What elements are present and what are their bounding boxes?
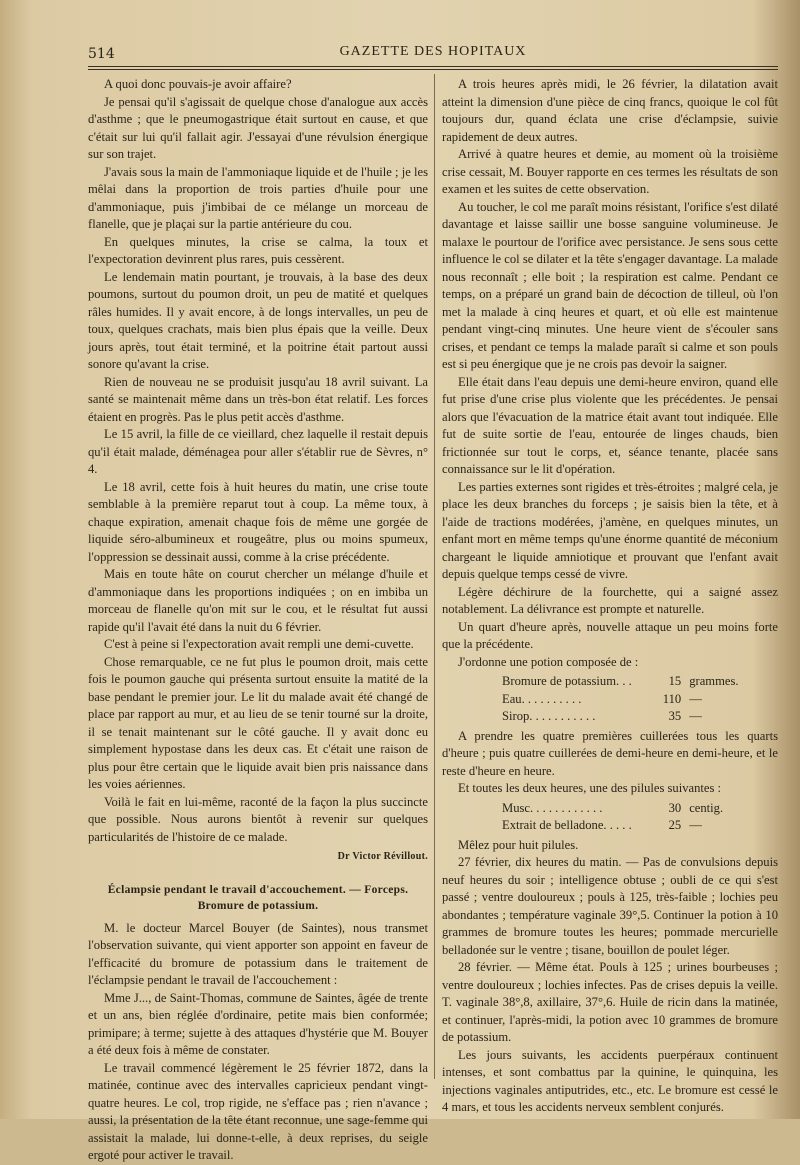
ingredient-qty: 25 bbox=[668, 818, 682, 832]
page-number: 514 bbox=[88, 46, 115, 62]
paragraph: M. le docteur Marcel Bouyer (de Saintes), nous transmet l'observation suivante, qui vient apporter son appoint en faveur de l'efficacité du bromure de potassium dans le traitement de l'éclampsie pendant le travail de l'accouchement : bbox=[88, 920, 428, 987]
paragraph: J'ordonne une potion composée de : bbox=[458, 654, 639, 669]
ingredient-qty: 35 bbox=[668, 709, 682, 723]
section-title-line: Éclampsie pendant le travail d'accouchement. — Forceps. bbox=[107, 883, 409, 896]
paragraph: Et toutes les deux heures, une des pilules suivantes : bbox=[458, 781, 722, 795]
running-title: GAZETTE DES HOPITAUX bbox=[339, 44, 527, 59]
paragraph: Les jours suivants, les accidents puerpéraux continuent intenses, et sont combattus par la quinine, le quinquina, les injections vaginales antiputrides, etc., etc. Le bromure est cessé le 4 mars, et tous les accidents nerveux semblent conjurés. bbox=[442, 1047, 778, 1114]
paragraph: Au toucher, le col me paraît moins résistant, l'orifice s'est dilaté davantage et laisse saillir une bosse sanguine volumineuse. Je malaxe le pourtour de l'orifice avec persistance. Je sens sous cette influence le col se dilater et la tête s'engager davantage. La malade nous reconnaît ; elle boit ; la respiration est calme. Pendant ce temps, on a préparé un grand bain de décoction de tilleul, où l'on met la malade à cinq heures et quart, et où elle est maintenue pendant vingt-cinq minutes. Une heure vient de s'écouler sans crises, et pendant ce temps la malade paraît si calme et son pouls est si peu énergique que je ne crois pas devoir la saigner. bbox=[442, 199, 778, 371]
paragraph: 28 février. — Même état. Pouls à 125 ; urines bourbeuses ; ventre douloureux ; lochies infectes. Pas de crises depuis la veille. T. vaginale 38°,8, axillaire, 37°,6. Huile de ricin dans la matinée, et continuer, l'après-midi, la potion avec 10 grammes de bromure de potassium. bbox=[442, 960, 778, 1044]
paragraph: A prendre les quatre premières cuillerées tous les quarts d'heure ; puis quatre cuillerées de demi-heure en demi-heure, et le reste d'heure en heure. bbox=[442, 728, 778, 778]
ingredient-qty: 110 bbox=[662, 691, 682, 706]
prescription-row bbox=[502, 817, 778, 835]
paragraph: Les parties externes sont rigides et très-étroites ; malgré cela, je place les deux branches du forceps ; je saisis bien la tête, et à l'aide de tractions modérées, j'amène, en quelques minutes, un enfant mort en même temps qu'une énorme quantité de méconium chargeant le liquide amniotique et prouvant que l'enfant avait depuis quelque temps cessé de vivre. bbox=[442, 479, 778, 581]
ingredient-name: Eau. . . . . . . . . . bbox=[502, 691, 582, 706]
column-divider bbox=[434, 74, 435, 1079]
paragraph: Elle était dans l'eau depuis une demi-heure environ, quand elle fut prise d'une crise plus violente que les précédentes. Je pensai alors que l'évacuation de la matrice était avant tout indiquée. Elle fut de suite sortie de l'eau, entourée de linges chauds, bien frictionnée sur tout le corps, et, séance tenante, placée sans connaissance sur le lit d'opération. bbox=[442, 374, 778, 476]
author-signature: Dr Victor Révillout. bbox=[337, 851, 428, 862]
right-column bbox=[442, 76, 778, 1117]
prescription-row bbox=[502, 708, 778, 726]
left-column bbox=[88, 76, 428, 1165]
paragraph: 27 février, dix heures du matin. — Pas de convulsions depuis neuf heures du soir ; intelligence obtuse ; oubli de ce qui s'est passé ; ventre douloureux ; pouls à 125, très-faible ; lochies peu abondantes ; température vaginale 39°,5. Continuer la potion à 10 grammes de bromure toutes les heures; pommade mercurielle belladonée sur le ventre ; tisane, bouillon de poulet léger. bbox=[442, 855, 778, 957]
paragraph: Un quart d'heure après, nouvelle attaque un peu moins forte que la précédente. bbox=[442, 619, 778, 651]
prescription-potion bbox=[502, 673, 778, 726]
paragraph: Le 15 avril, la fille de ce vieillard, chez laquelle il restait depuis qu'il était malade, déménagea pour aller s'établir rue de Sèvres, n° 4. bbox=[88, 427, 428, 476]
ingredient-qty: 30 bbox=[668, 800, 682, 815]
ingredient-unit: — bbox=[689, 818, 702, 832]
paragraph: Le 18 avril, cette fois à huit heures du matin, une crise toute semblable à la première reparut tout à coup. La même toux, à chaque expiration, amenait chaque fois de même une gorgée de liquide séro-albumineux et rougeâtre, plus ou moins spumeux, l'oppression se dessinait aussi, comme à la crise précédente. bbox=[88, 479, 428, 564]
paragraph: C'est à peine si l'expectoration avait rempli une demi-cuvette. bbox=[104, 637, 414, 651]
paragraph: Légère déchirure de la fourchette, qui a saigné assez notablement. La délivrance est prompte et naturelle. bbox=[442, 584, 778, 616]
paragraph: Chose remarquable, ce ne fut plus le poumon droit, mais cette fois le poumon gauche qui présenta surtout ensuite la matité de la base pendant le premier jour. Le lit du malade avait été changé de place par rapport au mur, et au lieu de se tenir tourné sur la droite, il se tenait maintenant sur le côté gauche. Il y avait donc eu simplement hypostase dans les deux cas. Et c'était une raison de plus pour être certain que le liquide avait bien pris naissance dans les voies aériennes. bbox=[88, 654, 428, 791]
paragraph: Rien de nouveau ne se produisit jusqu'au 18 avril suivant. La santé se maintenait même dans un très-bon état relatif. Les forces étaient en progrès. Pas le plus petit accès d'asthme. bbox=[88, 374, 428, 424]
paragraph: Mais en toute hâte on courut chercher un mélange d'huile et d'ammoniaque dans les proportions indiquées ; on en imbiba un morceau de flanelle qu'on mit sur le cou, et le résultat fut aussi rapide qu'il l'avait été dans la nuit du 6 février. bbox=[88, 567, 428, 634]
header-rule bbox=[88, 66, 778, 67]
page-header bbox=[88, 42, 778, 66]
paragraph: A quoi donc pouvais-je avoir affaire? bbox=[104, 77, 292, 91]
paragraph: A trois heures après midi, le 26 février, la dilatation avait atteint la dimension d'une pièce de cinq francs, quoique le col fût toujours dur, quand éclata une crise d'éclampsie, suivie rapidement de deux autres. bbox=[442, 77, 778, 144]
ingredient-unit: centig. bbox=[689, 800, 724, 815]
paragraph: Arrivé à quatre heures et demie, au moment où la troisième crise cessait, M. Bouyer rapporte en ces termes les résultats de son examen et les suites de cette observation. bbox=[442, 147, 778, 196]
paragraph: Je pensai qu'il s'agissait de quelque chose d'analogue aux accès d'asthme ; que le pneumogastrique était surtout en cause, et que c'était sur lui qu'il fallait agir. J'essayai d'une révulsion énergique sur son trajet. bbox=[88, 94, 428, 161]
paragraph: Le lendemain matin pourtant, je trouvais, à la base des deux poumons, surtout du poumon droit, un peu de matité et quelques râles humides. Il y avait encore, à de longs intervalles, un peu de toux, quelques crachats, mais bien plus épais que la veille. Deux jours après, tout était terminé, et la poitrine était partout aussi sonore qu'avant la crise. bbox=[88, 269, 428, 371]
prescription-row bbox=[502, 691, 778, 709]
paragraph: Le travail commencé légèrement le 25 février 1872, dans la matinée, continue avec des intervalles capricieux pendant vingt-quatre heures. Le col, trop rigide, ne s'efface pas ; rien n'avance ; aussi, la présentation de la tête étant reconnue, une sage-femme qui assistait la malade, lui donne-t-elle, à deux reprises, du seigle ergoté pour activer le travail. bbox=[88, 1060, 428, 1162]
paragraph: Voilà le fait en lui-même, raconté de la façon la plus succincte que possible. Nous aurons bientôt à revenir sur quelques particularités de l'histoire de ce malade. bbox=[88, 794, 428, 844]
ingredient-unit: — bbox=[689, 691, 702, 706]
ingredient-name: Musc. . . . . . . . . . . . bbox=[502, 800, 603, 815]
paragraph: Mme J..., de Saint-Thomas, commune de Saintes, âgée de trente et un ans, bien réglée d'ordinaire, petite mais bien conformée; primipare; à terme; sujette à des attaques d'hystérie que M. Bouyer a été deux fois à même de constater. bbox=[88, 990, 428, 1057]
prescription-row bbox=[502, 673, 778, 691]
header-rule-double bbox=[88, 69, 778, 70]
paragraph: En quelques minutes, la crise se calma, la toux et l'expectoration devinrent plus rares, puis cessèrent. bbox=[88, 234, 428, 266]
section-title bbox=[88, 882, 428, 914]
ingredient-name: Sirop. . . . . . . . . . . bbox=[502, 709, 596, 723]
prescription-row bbox=[502, 800, 778, 818]
ingredient-qty: 15 bbox=[668, 674, 682, 688]
section-subtitle-line: Bromure de potassium. bbox=[197, 899, 319, 912]
ingredient-name: Bromure de potassium. . . bbox=[502, 674, 632, 688]
prescription-pills bbox=[502, 800, 778, 835]
ingredient-name: Extrait de belladone. . . . . bbox=[502, 818, 632, 832]
paragraph: J'avais sous la main de l'ammoniaque liquide et de l'huile ; je les mêlai dans la proportion de trois parties d'huile pour une d'ammoniaque, puis j'imbibai de ce mélange un morceau de flanelle, que je plaçai sur la partie antérieure du cou. bbox=[88, 164, 428, 231]
paragraph: Mêlez pour huit pilules. bbox=[458, 837, 579, 852]
ingredient-unit: — bbox=[689, 709, 702, 723]
ingredient-unit: grammes. bbox=[689, 674, 739, 688]
